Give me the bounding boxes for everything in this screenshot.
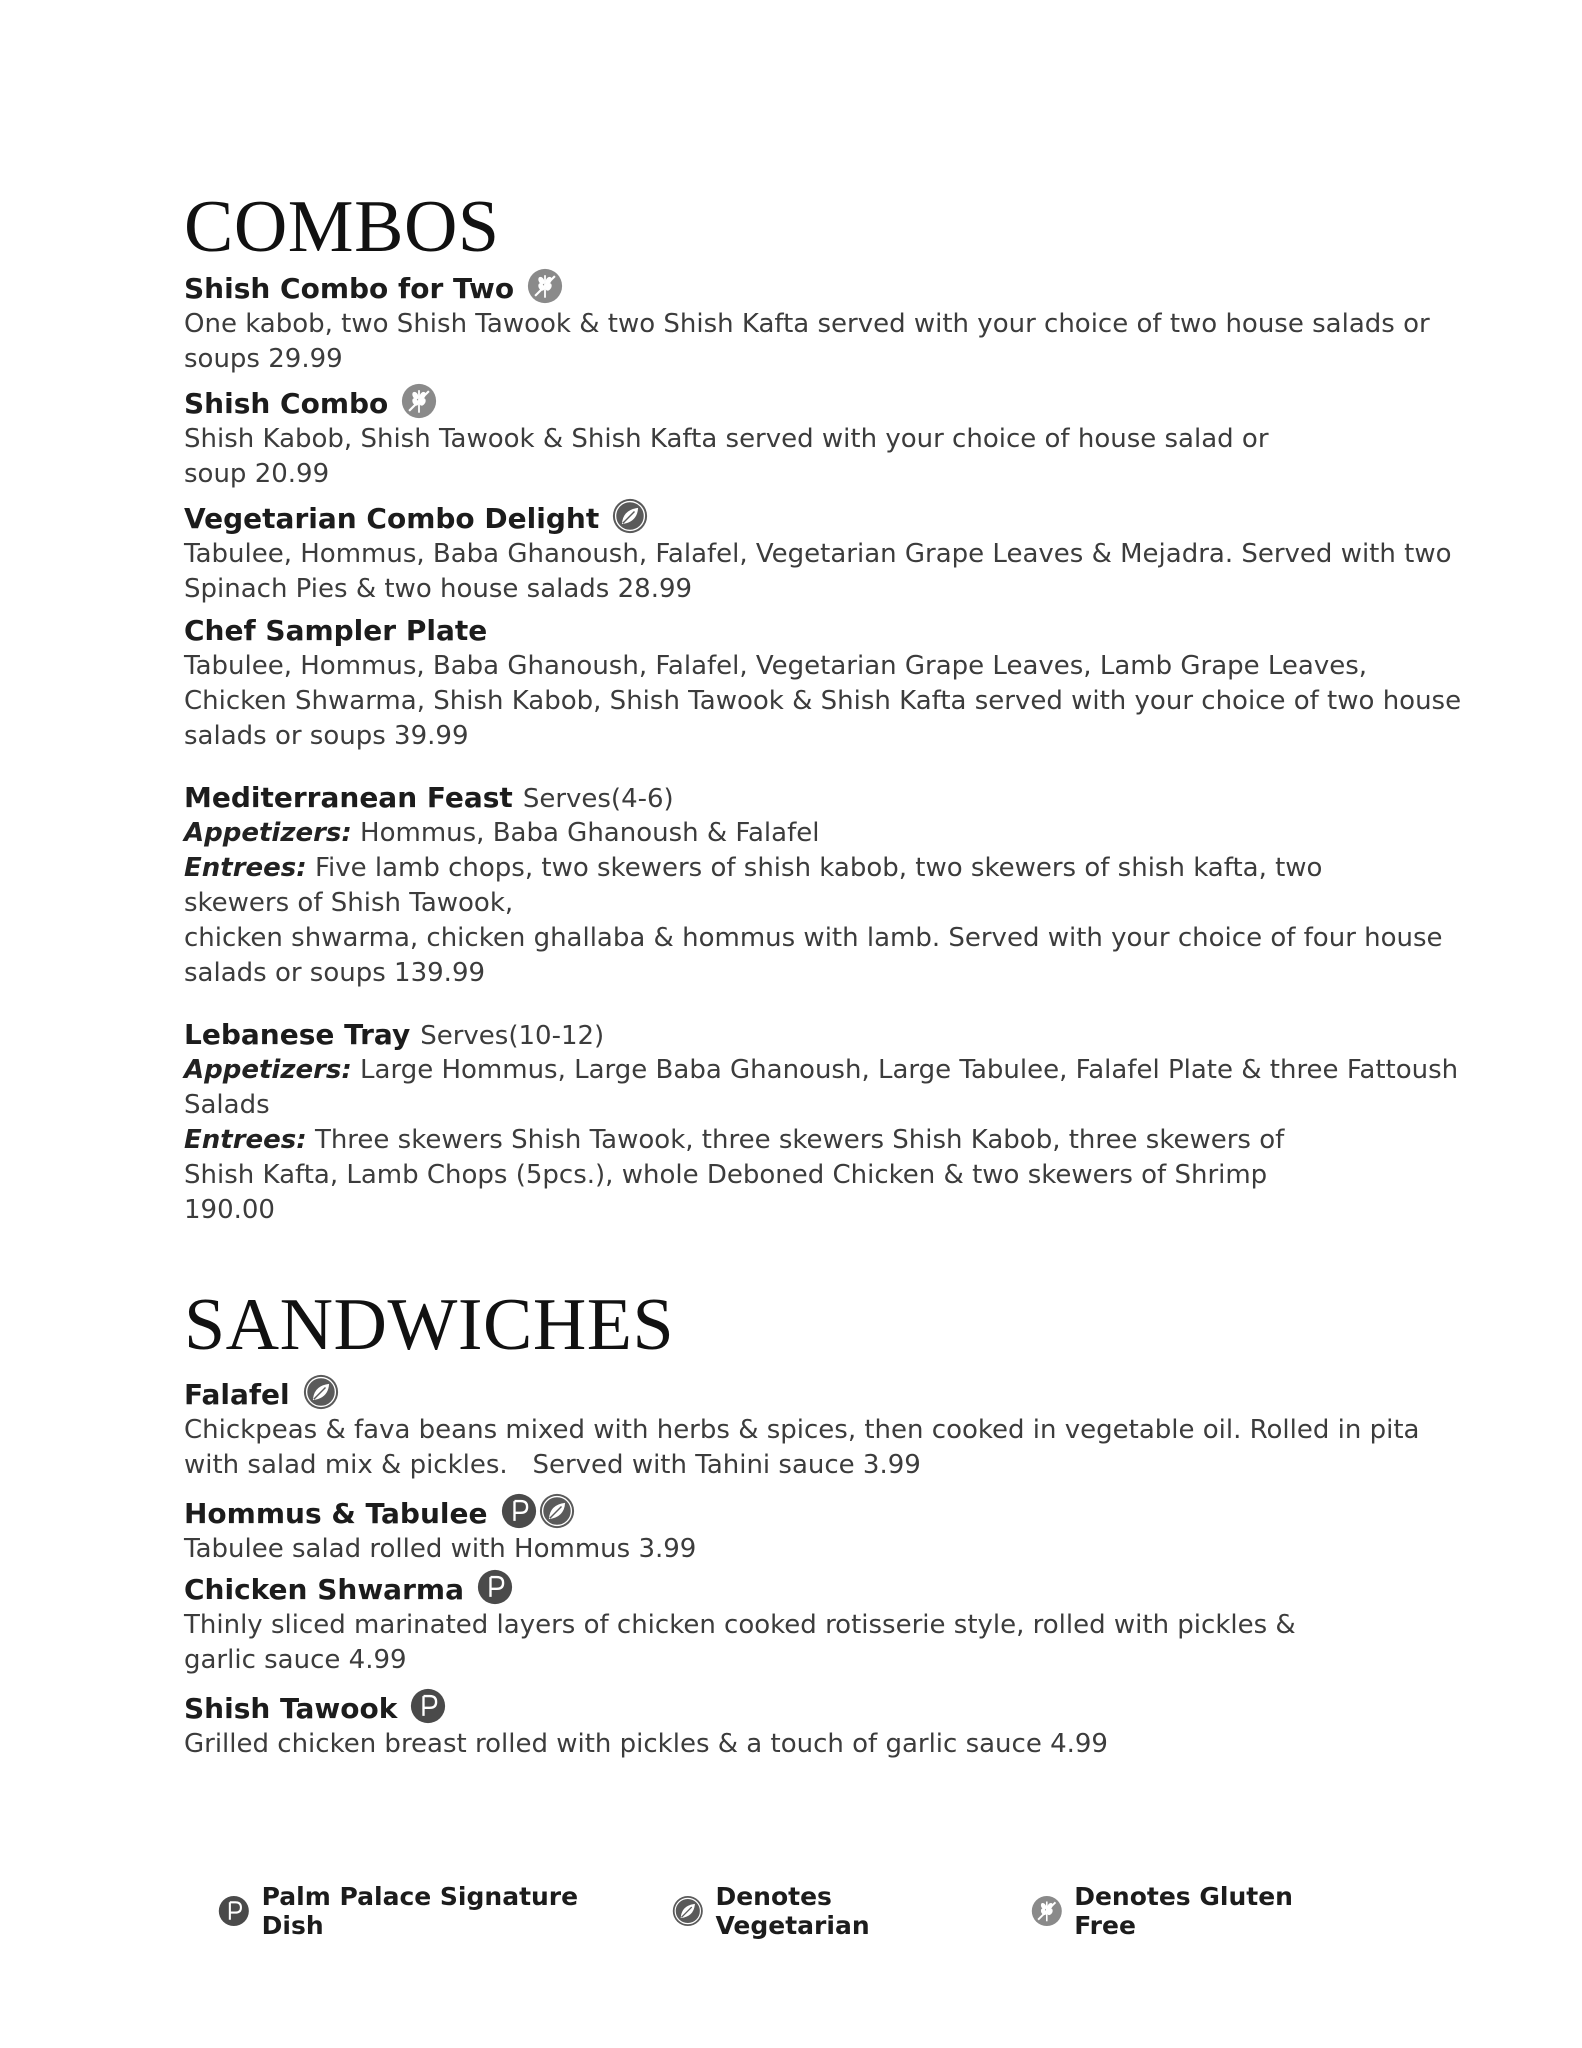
item-description: Tabulee salad rolled with Hommus 3.99 [184,1534,697,1564]
item-price: 190.00 [184,1195,275,1225]
item-name: Shish Tawook [184,1692,398,1725]
item-name: Hommus & Tabulee [184,1497,488,1530]
appetizers-text: Hommus, Baba Ghanoush & Falafel [360,818,820,848]
entrees-line [184,851,1334,921]
sandwiches-title: SANDWICHES [184,1284,675,1366]
entrees-text: Five lamb chops, two skewers of shish kabob, two skewers of shish kafta, two skewers of Shish Tawook, [184,853,1323,918]
item-name: Chef Sampler Plate [184,614,488,647]
menu-item-shish-combo [184,383,1464,492]
item-description: Grilled chicken breast rolled with pickles & a touch of garlic sauce 4.99 [184,1729,1108,1759]
vegetarian-leaf-icon [672,1893,704,1929]
menu-item-hommus-tabulee [184,1493,1464,1567]
item-description: One kabob, two Shish Tawook & two Shish Kafta served with your choice of two house salads or soups 29.99 [184,309,1430,374]
icon-legend [218,1882,1398,1940]
item-description: Chickpeas & fava beans mixed with herbs & spices, then cooked in vegetable oil. Rolled in pita with salad mix & pickles. Served with Tahini sauce 3.99 [184,1415,1428,1480]
legend-label: Palm Palace Signature Dish [261,1882,579,1940]
signature-p-icon [477,1569,513,1605]
item-description: Tabulee, Hommus, Baba Ghanoush, Falafel, Vegetarian Grape Leaves & Mejadra. Served with two Spinach Pies & two house salads 28.99 [184,539,1452,604]
menu-item-chef-sampler-plate [184,613,1464,754]
legend-signature [218,1882,602,1940]
entrees-label: Entrees: [184,853,307,883]
item-name: Chicken Shwarma [184,1573,464,1606]
appetizers-line [184,1053,1464,1123]
item-name: Mediterranean Feast [184,781,513,814]
menu-page [184,188,1464,1762]
entrees-line [184,1123,1334,1193]
gluten-free-icon [527,268,563,304]
menu-item-shish-tawook [184,1688,1464,1762]
appetizers-label: Appetizers: [184,818,352,848]
vegetarian-leaf-icon [303,1374,339,1410]
menu-item-mediterranean-feast [184,780,1464,991]
signature-p-icon [218,1893,250,1929]
item-name: Vegetarian Combo Delight [184,502,600,535]
entrees-continued: chicken shwarma, chicken ghallaba & hommus with lamb. Served with your choice of four house salads or soups 139.99 [184,923,1443,988]
legend-label: Denotes Vegetarian [715,1882,870,1940]
entrees-text: Three skewers Shish Tawook, three skewers Shish Kabob, three skewers of Shish Kafta, Lamb Chops (5pcs.), whole Deboned Chicken & two skewers of Shrimp [184,1125,1285,1190]
serves-count: Serves(4-6) [522,784,674,814]
signature-p-icon [501,1493,537,1529]
vegetarian-leaf-icon [539,1493,575,1529]
menu-item-falafel [184,1374,1464,1483]
menu-item-lebanese-tray [184,1017,1464,1228]
item-description: Tabulee, Hommus, Baba Ghanoush, Falafel, Vegetarian Grape Leaves, Lamb Grape Leaves, Chicken Shwarma, Shish Kabob, Shish Tawook & Shish Kafta served with your choice of two house salads or soups 39.99 [184,651,1462,751]
gluten-free-icon [1031,1893,1063,1929]
legend-gluten-free [1031,1882,1328,1940]
menu-item-shish-combo-for-two [184,268,1464,377]
item-name: Shish Combo for Two [184,272,515,305]
appetizers-text: Large Hommus, Large Baba Ghanoush, Large Tabulee, Falafel Plate & three Fattoush Salads [184,1055,1459,1120]
appetizers-line [184,816,1464,851]
serves-count: Serves(10-12) [420,1021,605,1051]
item-name: Falafel [184,1378,290,1411]
entrees-label: Entrees: [184,1125,307,1155]
item-name: Shish Combo [184,387,389,420]
item-name: Lebanese Tray [184,1018,411,1051]
item-description: Shish Kabob, Shish Tawook & Shish Kafta served with your choice of house salad or soup 20.99 [184,424,1269,489]
combos-title: COMBOS [184,186,500,268]
gluten-free-icon [401,383,437,419]
vegetarian-leaf-icon [612,498,648,534]
menu-item-chicken-shwarma [184,1569,1464,1678]
menu-item-vegetarian-combo-delight [184,498,1464,607]
legend-label: Denotes Gluten Free [1074,1882,1293,1940]
appetizers-label: Appetizers: [184,1055,352,1085]
signature-p-icon [410,1688,446,1724]
item-description: Thinly sliced marinated layers of chicken cooked rotisserie style, rolled with pickles & garlic sauce 4.99 [184,1610,1296,1675]
legend-vegetarian [672,1882,961,1940]
